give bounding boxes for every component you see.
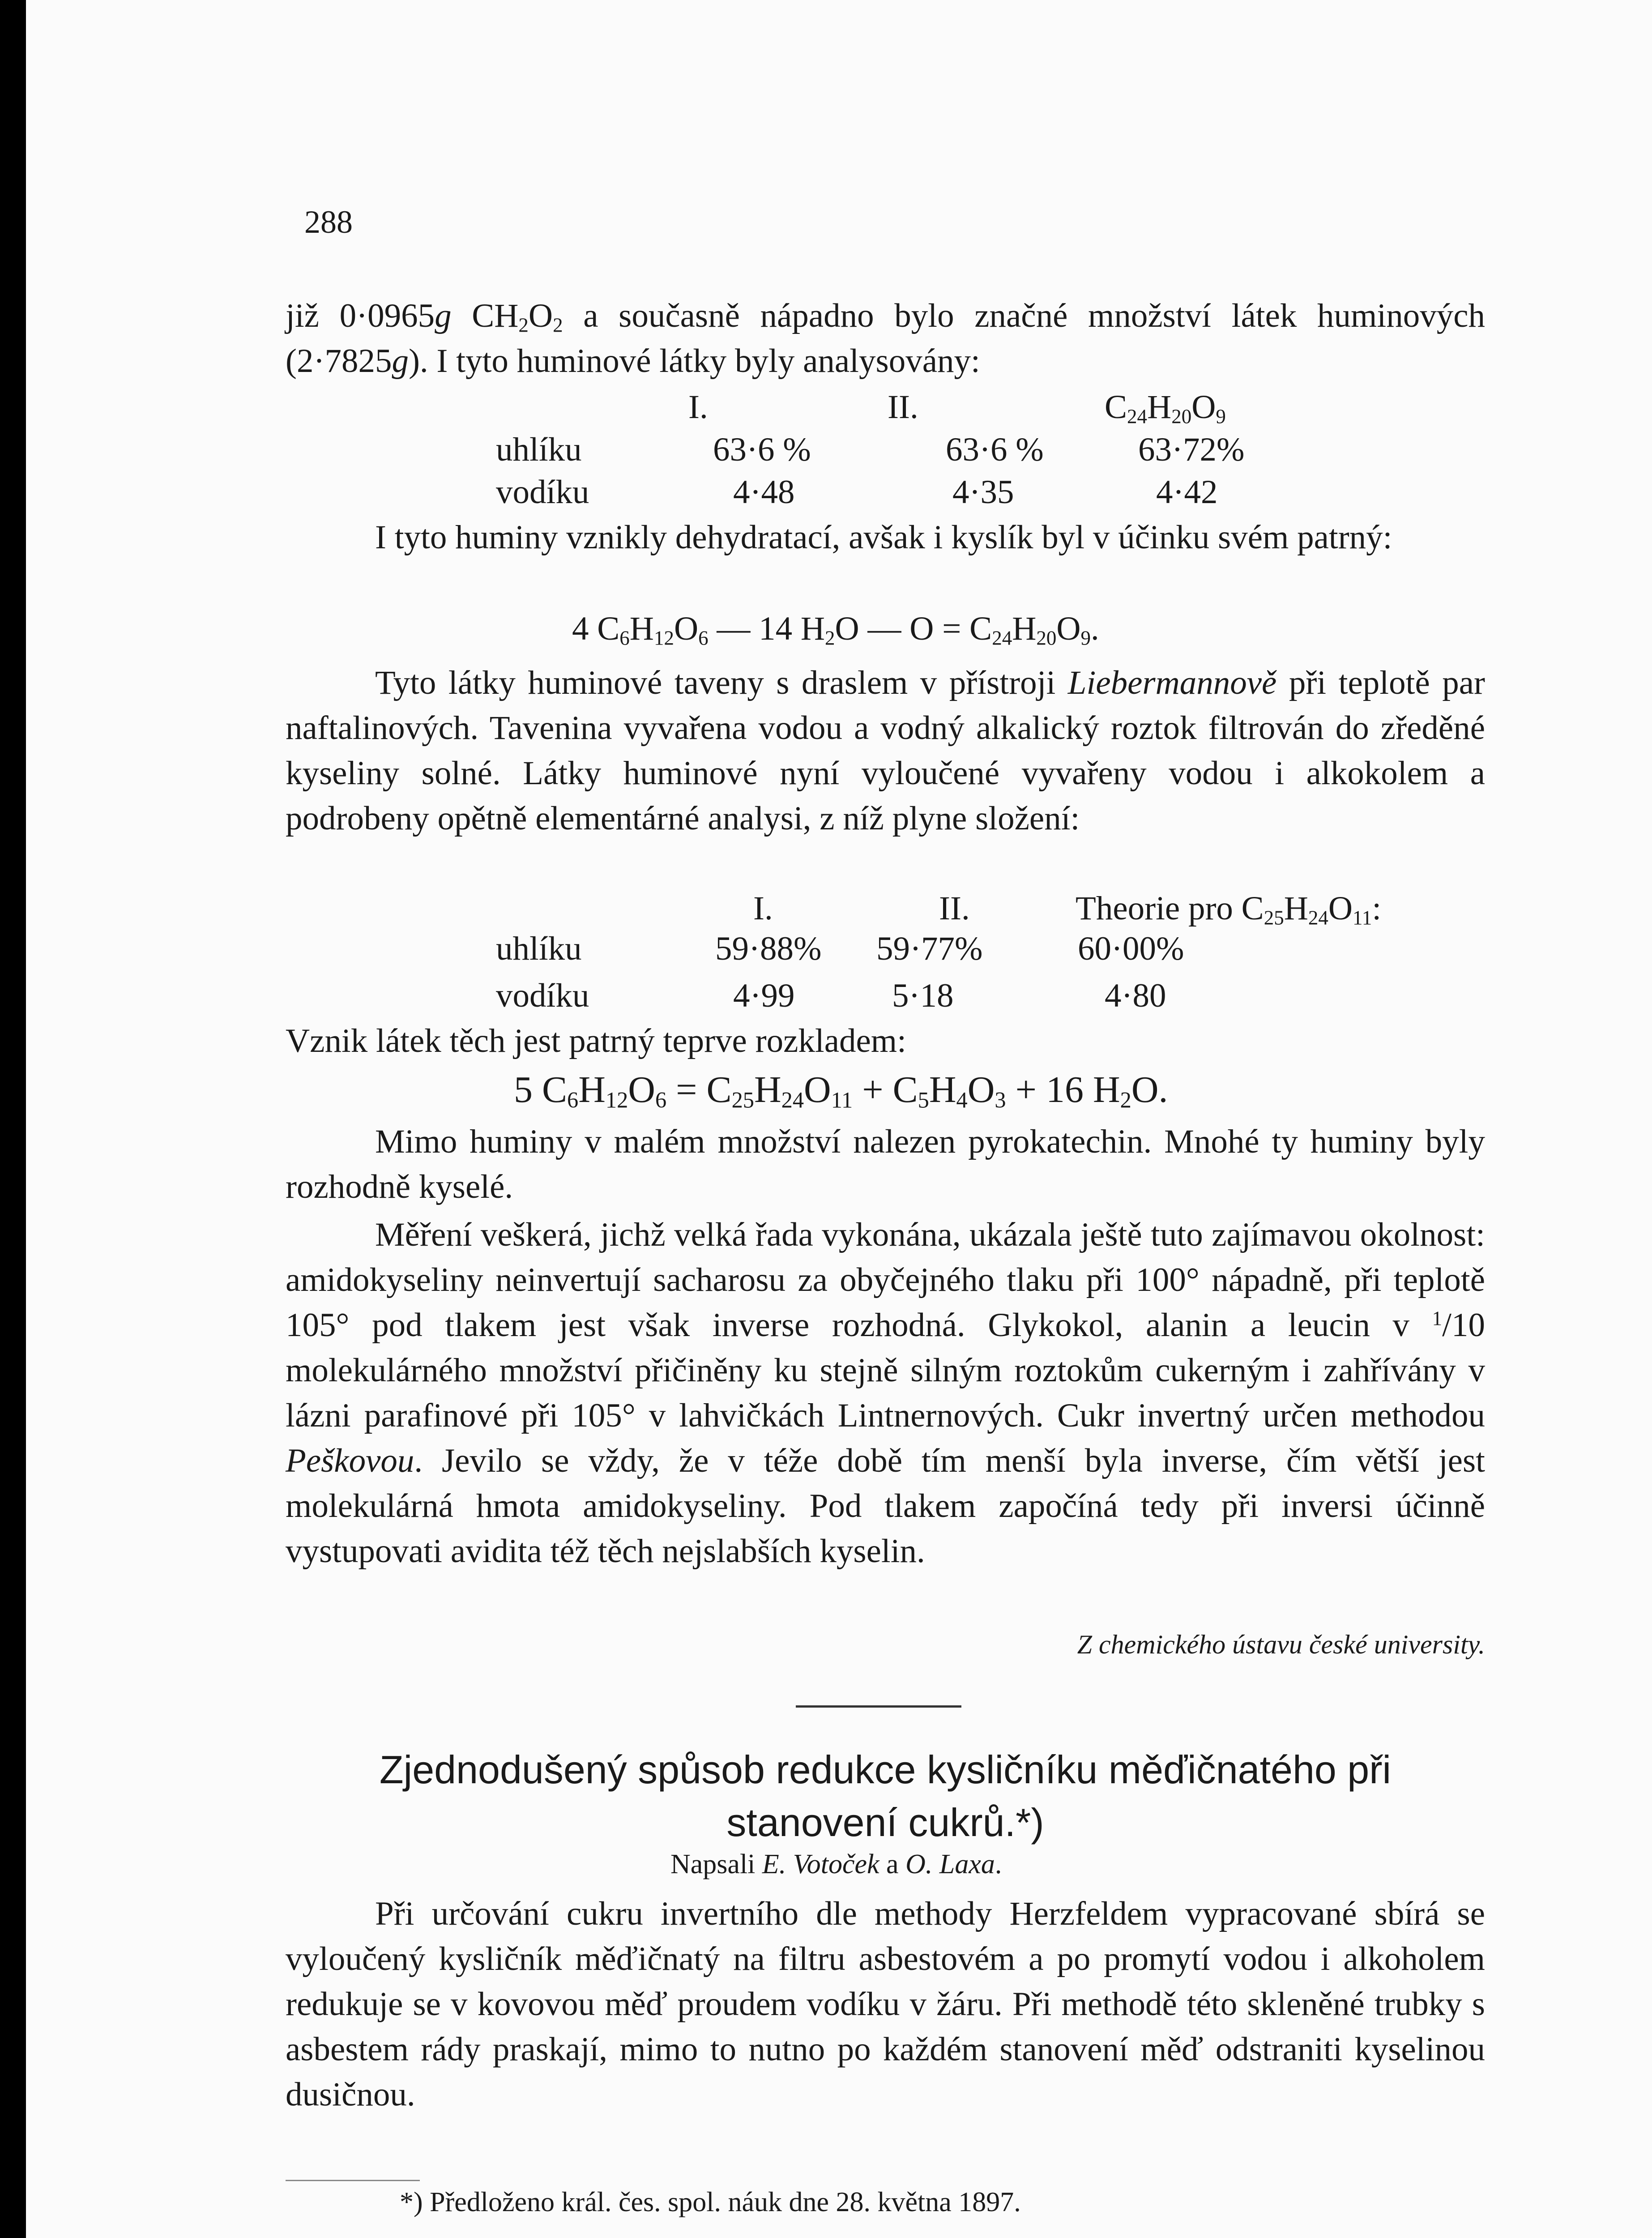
article-title-line-1: Zjednodušený spůsob redukce kysličníku měďičnatého při [379, 1747, 1392, 1792]
table1-cell: 63·6 % [713, 431, 811, 468]
table2-header-theory: Theorie pro $C_{25}H_{24}O_{11}$: [1076, 890, 1382, 929]
table1-header-i: I. [688, 389, 708, 426]
section-divider [796, 1705, 961, 1708]
table2-header-i: I. [753, 890, 773, 927]
paragraph-5: Mimo huminy v malém množství nalezen pyrokatechin. Mnohé ty huminy byly rozhodně kyselé. [286, 1123, 1485, 1205]
page-number: 288 [304, 204, 353, 240]
paragraph-6: Měření veškerá, jichž velká řada vykonána, ukázala ještě tuto zajímavou okolnost: amidokyseliny neinvertují sacharosu za obyčejného tlaku při 100° nápadně, při teplotě 105° pod tlakem jest však inverse rozhodná. Glykokol, alanin a leucin v $^1$/10 molekulárného množství přičiněny ku stejně silným roztokům cukerným i zahřívány v lázni parafinové při 105° v lahvičkách Lintnernových. Cukr invertný určen methodou Peškovou. Jevilo se vždy, že v téže době tím menší byla inverse, čím větší jest molekulárná hmota amidokyseliny. Pod tlakem započíná tedy při inversi účinně vystupovati avidita též těch nejslabších kyselin. [286, 1216, 1485, 1570]
table2-cell: 59·88% [715, 930, 822, 967]
paragraph-4: Vznik látek těch jest patrný teprve rozkladem: [286, 1022, 906, 1059]
paragraph-3: Tyto látky huminové taveny s draslem v přístroji Liebermannově při teplotě par naftalinových. Tavenina vyvařena vodou a vodný alkalický roztok filtrován do zředěné kyseliny solné. Látky huminové nyní vyloučené vyvařeny vodou i alkokolem a podrobeny opětně elementárné analysi, z níž plyne složení: [286, 664, 1485, 837]
table1-row-label: uhlíku [496, 431, 582, 468]
table1-cell: 4·48 [733, 474, 795, 511]
document-page [26, 0, 1652, 2238]
footnote: *) Předloženo král. čes. spol. náuk dne 28. května 1897. [400, 2187, 1021, 2217]
table1-header-ii: II. [888, 389, 918, 426]
paragraph-1: již 0·0965g $CH_2O_2$ a současně nápadno bylo značné množství látek huminových (2·7825g). I tyto huminové látky byly analysovány: [286, 297, 1485, 380]
authors-line: Napsali E. Votoček a O. Laxa. [670, 1849, 1002, 1879]
table2-cell: 59·77% [876, 930, 983, 967]
table1-cell: 4·35 [952, 474, 1014, 511]
footnote-rule [286, 2180, 420, 2181]
table2-header-ii: II. [939, 890, 970, 927]
table2-cell: 60·00% [1078, 930, 1184, 967]
table1-cell: 4·42 [1156, 474, 1218, 511]
equation-2: 5 $C_6H_{12}O_6 = C_{25}H_{24}O_{11} + C_5H_4O_3 + 16$ $H_2O$. [514, 1069, 1168, 1113]
table2-cell: 4·99 [733, 977, 795, 1014]
institution-signature: Z chemického ústavu české university. [1077, 1630, 1485, 1659]
paragraph-2: I tyto huminy vznikly dehydratací, avšak i kyslík byl v účinku svém patrný: [375, 519, 1392, 556]
table2-cell: 4·80 [1105, 977, 1166, 1014]
table1-header-formula: $C_{24}H_{20}O_9$ [1105, 389, 1226, 428]
article-title-line-2: stanovení cukrů.*) [726, 1800, 1044, 1845]
table2-row-label: uhlíku [496, 930, 582, 967]
paragraph-7: Při určování cukru invertního dle methody Herzfeldem vypracované sbírá se vyloučený kysličník měďičnatý na filtru asbestovém a po promytí vodou i alkoholem redukuje se v kovovou měď proudem vodíku v žáru. Při methodě této skleněné trubky s asbestem rády praskají, mimo to nutno po každém stanovení měď odstraniti kyselinou dusičnou. [286, 1895, 1485, 2113]
table1-cell: 63·72% [1138, 431, 1245, 468]
equation-1: 4 $C_6H_{12}O_6$ — 14 $H_2O$ — $O = C_{24}H_{20}O_9$. [572, 610, 1099, 649]
table2-row-label: vodíku [496, 977, 589, 1014]
table1-cell: 63·6 % [946, 431, 1044, 468]
table1-row-label: vodíku [496, 474, 589, 511]
table2-cell: 5·18 [892, 977, 954, 1014]
